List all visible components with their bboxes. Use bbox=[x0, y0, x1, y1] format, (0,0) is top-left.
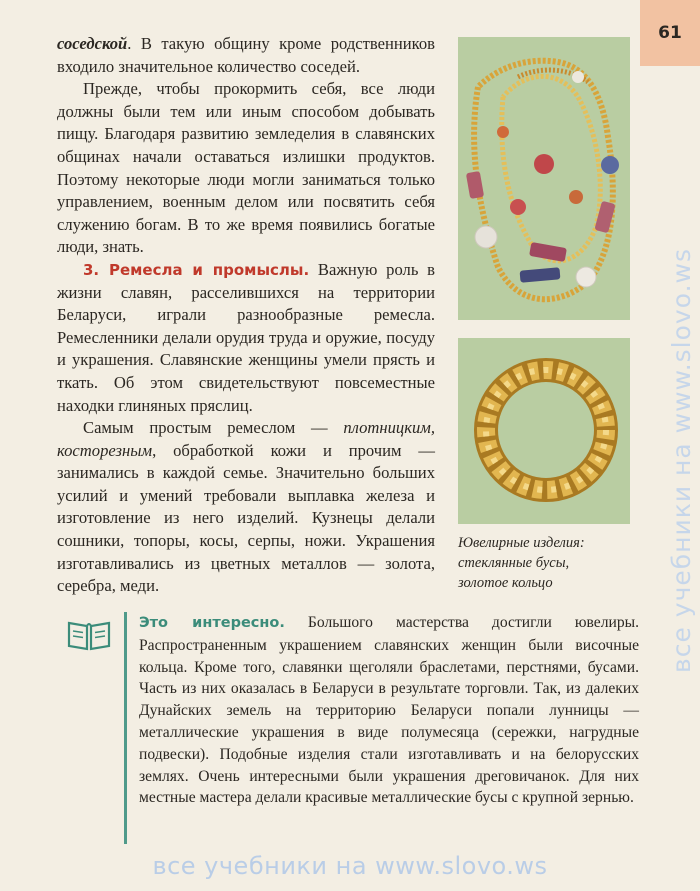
term-crafts: плотницким, косторезным bbox=[57, 418, 435, 460]
paragraph-4 bbox=[57, 417, 435, 598]
glass-beads-illustration bbox=[458, 37, 630, 320]
side-watermark bbox=[666, 150, 696, 770]
caption-line-3: золотое кольцо bbox=[458, 575, 553, 591]
glass-beads-photo bbox=[458, 37, 630, 320]
paragraph-3-text: Важную роль в жизни славян, расселившихся на территории Беларуси, играли разнообразные ремесла. Ремесленники делали орудия труда и оружие, посуду и украшения. Славянские женщины умели прясть и ткать. Об этом свидетельствуют повсеместные находки глиняных пряслиц. bbox=[57, 259, 435, 415]
sidebar-heading: Это интересно. bbox=[139, 615, 285, 631]
caption-line-2: стеклянные бусы, bbox=[458, 555, 570, 571]
page-number: 61 bbox=[640, 0, 700, 66]
interesting-fact-sidebar bbox=[139, 612, 639, 809]
sidebar-body: Большого мастерства достигли ювелиры. Распространенным украшением славянских женщин были височные кольца. Кроме того, славянки щеголяли браслетами, перстнями, бусами. Часть из них оказалась в Беларуси в результате торговли. Так, из далеких Дунайских земель на территорию Беларуси попали лунницы — металлические украшения в виде полумесяца (сережки, нагрудные подвески). Подобные изделия стали изготавливать и на белорусских землях. Очень интересными были украшения дреговичанок. Для них местные мастера делали красивые металлические бусы с крупной зернью. bbox=[139, 614, 639, 807]
bottom-watermark: все учебники на www.slovo.ws bbox=[152, 852, 548, 880]
side-watermark-text: все учебники на www.slovo.ws bbox=[666, 247, 696, 673]
figure-caption bbox=[458, 533, 634, 593]
term-sosedskaya: соседской bbox=[57, 34, 128, 53]
main-text bbox=[57, 33, 435, 598]
caption-line-1: Ювелирные изделия: bbox=[458, 535, 585, 551]
golden-ring-photo bbox=[458, 338, 630, 524]
paragraph-4-text: , обработкой кожи и прочим — занимались в каждой семье. Значительно больших усилий и умений требовали выплавка железа и изготовление из него изделий. Кузнецы делали сошники, топоры, косы, серпы, ножи. Украшения изготавливались из цветных металлов — золота, серебра, меди. bbox=[57, 440, 435, 596]
open-book-icon bbox=[66, 617, 112, 653]
sidebar-divider bbox=[124, 612, 127, 844]
paragraph-1 bbox=[57, 33, 435, 78]
paragraph-4-start: Самым простым ремеслом — bbox=[83, 418, 344, 438]
section-heading: 3. Ремесла и промыслы. bbox=[83, 260, 310, 279]
paragraph-3 bbox=[57, 259, 435, 417]
paragraph-2: Прежде, чтобы прокормить себя, все люди должны были тем или иным способом добывать пищу. Благодаря развитию земледелия в славянских общинах начали оставаться излишки продуктов. Поэтому некоторые люди могли заниматься только управлением, военным делом или посвятить себя служению богам. В то же время появились богатые люди, знать. bbox=[57, 79, 435, 257]
paragraph-1-text: . В такую общину кроме родственников входило значительное количество соседей. bbox=[57, 34, 435, 76]
golden-ring-illustration bbox=[458, 338, 630, 524]
